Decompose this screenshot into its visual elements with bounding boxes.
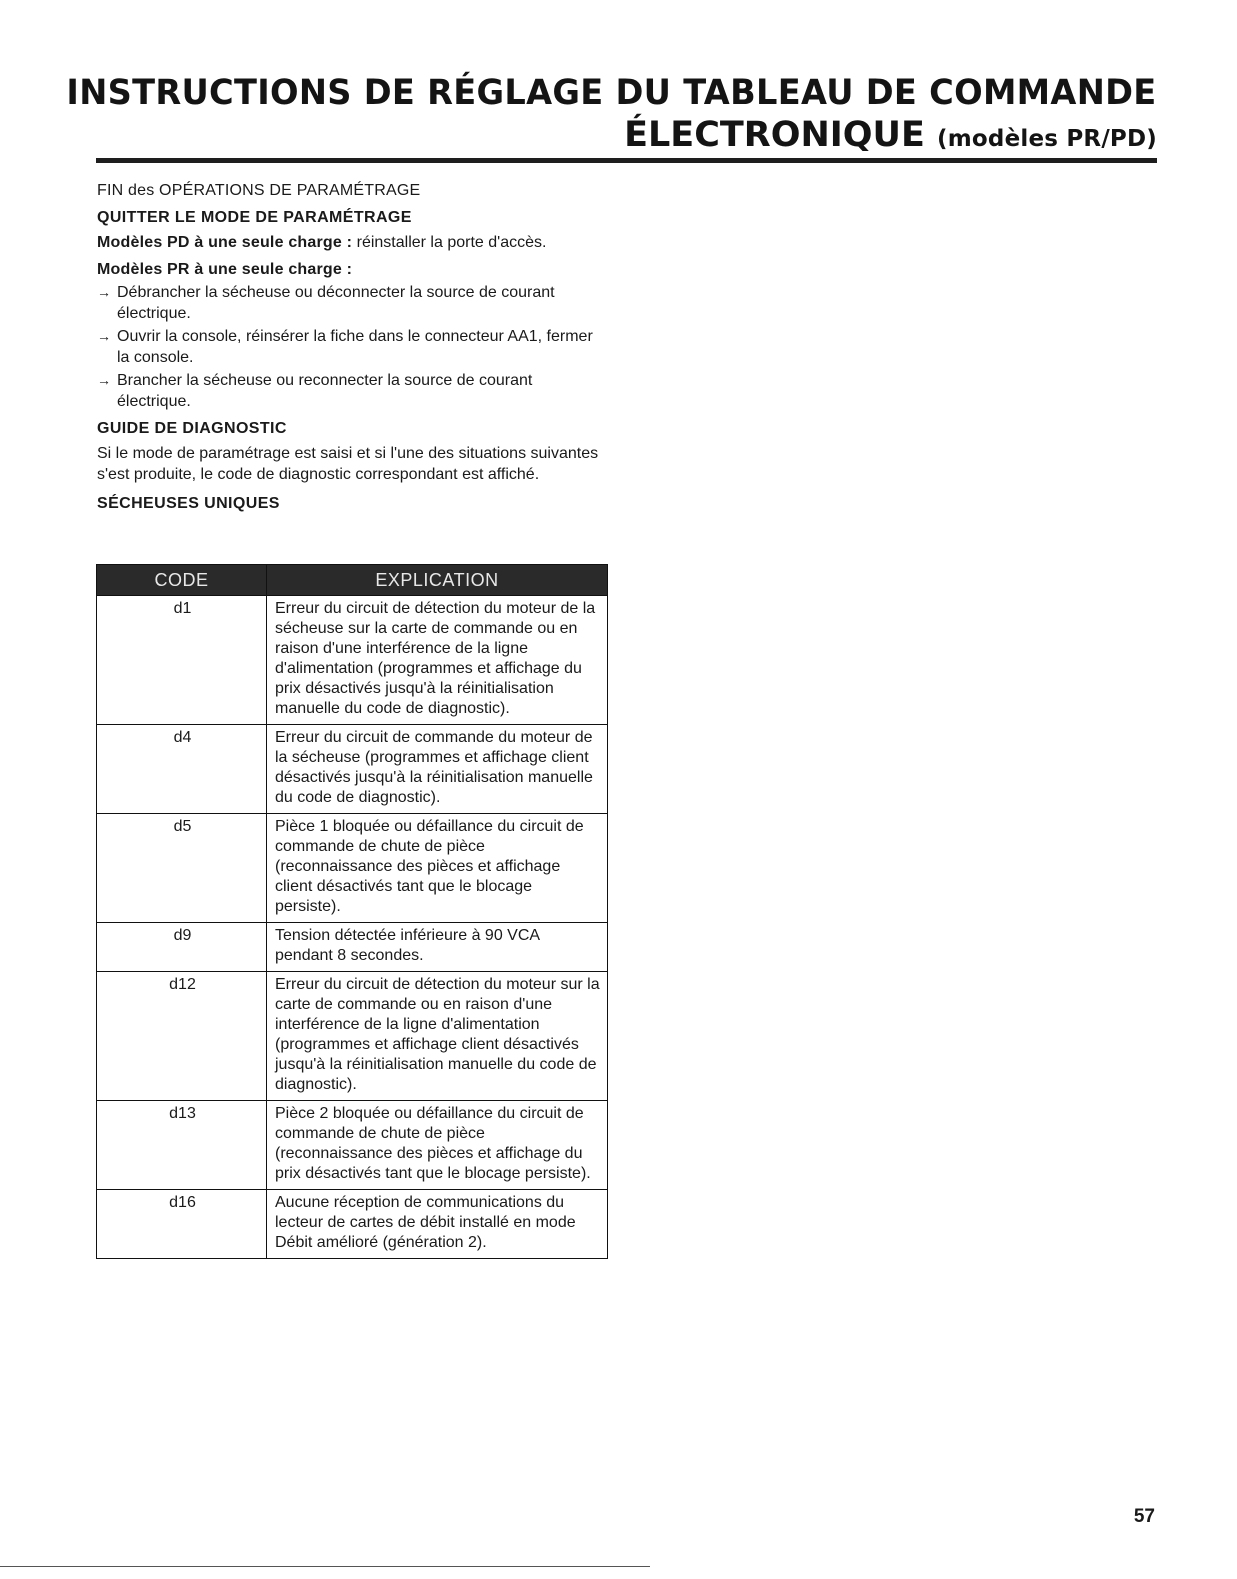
explanation-cell: Aucune réception de communications du lecteur de cartes de débit installé en mode Débit amélioré (génération 2). — [267, 1190, 608, 1259]
step-text: Débrancher la sécheuse ou déconnecter la source de courant électrique. — [117, 284, 555, 322]
table-row — [97, 972, 608, 1101]
list-item — [97, 282, 609, 324]
footer-rule — [0, 1566, 650, 1567]
explanation-cell: Pièce 1 bloquée ou défaillance du circuit de commande de chute de pièce (reconnaissance des pièces et affichage client désactivés tant que le blocage persiste). — [267, 814, 608, 923]
explanation-cell: Erreur du circuit de commande du moteur de la sécheuse (programmes et affichage client désactivés jusqu'à la réinitialisation manuelle du code de diagnostic). — [267, 725, 608, 814]
arrow-icon: → — [97, 328, 111, 344]
column-header-explanation: EXPLICATION — [267, 565, 608, 596]
page-number: 57 — [1133, 1506, 1155, 1527]
code-cell: d12 — [97, 972, 267, 1101]
code-cell: d13 — [97, 1101, 267, 1190]
header-rule — [96, 158, 1157, 163]
page-header — [21, 72, 1157, 160]
arrow-icon: → — [97, 284, 111, 300]
table-row — [97, 1190, 608, 1259]
pd-models-text: réinstaller la porte d'accès. — [352, 234, 547, 251]
explanation-cell: Pièce 2 bloquée ou défaillance du circuit de commande de chute de pièce (reconnaissance des pièces et affichage du prix désactivés tant que le blocage persiste). — [267, 1101, 608, 1190]
table-row — [97, 814, 608, 923]
list-item — [97, 326, 609, 368]
content-column — [97, 180, 609, 518]
code-cell: d1 — [97, 596, 267, 725]
table-row — [97, 1101, 608, 1190]
table-row — [97, 596, 608, 725]
step-text: Brancher la sécheuse ou reconnecter la source de courant électrique. — [117, 372, 533, 410]
code-cell: d5 — [97, 814, 267, 923]
explanation-cell: Erreur du circuit de détection du moteur sur la carte de commande ou en raison d'une interférence de la ligne d'alimentation (programmes et affichage client désactivés jusqu'à la réinitialisation manuelle du code de diagnostic). — [267, 972, 608, 1101]
pr-models-label: Modèles PR à une seule charge : — [97, 261, 353, 278]
table-header-row — [97, 565, 608, 596]
section-intro: FIN des OPÉRATIONS DE PARAMÉTRAGE — [97, 182, 421, 199]
list-item — [97, 370, 609, 412]
page-title-models: (modèles PR/PD) — [937, 126, 1157, 152]
page-title-main: ÉLECTRONIQUE — [624, 115, 925, 155]
pd-models-label: Modèles PD à une seule charge : — [97, 234, 353, 251]
single-dryers-heading: SÉCHEUSES UNIQUES — [97, 495, 280, 512]
code-cell: d16 — [97, 1190, 267, 1259]
page-title-line2 — [21, 114, 1157, 160]
explanation-cell: Erreur du circuit de détection du moteur de la sécheuse sur la carte de commande ou en raison d'une interférence de la ligne d'alimentation (programmes et affichage du prix désactivés jusqu'à la réinitialisation manuelle du code de diagnostic). — [267, 596, 608, 725]
pd-models-paragraph — [97, 232, 609, 253]
diag-heading: GUIDE DE DIAGNOSTIC — [97, 420, 287, 437]
page-title-line1: INSTRUCTIONS DE RÉGLAGE DU TABLEAU DE COMMANDE — [66, 73, 1157, 113]
column-header-code: CODE — [97, 565, 267, 596]
code-cell: d9 — [97, 923, 267, 972]
arrow-icon: → — [97, 372, 111, 388]
table-row — [97, 923, 608, 972]
explanation-cell: Tension détectée inférieure à 90 VCA pendant 8 secondes. — [267, 923, 608, 972]
diagnostic-table — [96, 564, 608, 1259]
diag-text: Si le mode de paramétrage est saisi et si l'une des situations suivantes s'est produite, le code de diagnostic correspondant est affiché. — [97, 445, 599, 483]
step-text: Ouvrir la console, réinsérer la fiche dans le connecteur AA1, fermer la console. — [117, 328, 593, 366]
quit-heading: QUITTER LE MODE DE PARAMÉTRAGE — [97, 209, 412, 226]
table-row — [97, 725, 608, 814]
steps-list — [97, 282, 609, 412]
code-cell: d4 — [97, 725, 267, 814]
